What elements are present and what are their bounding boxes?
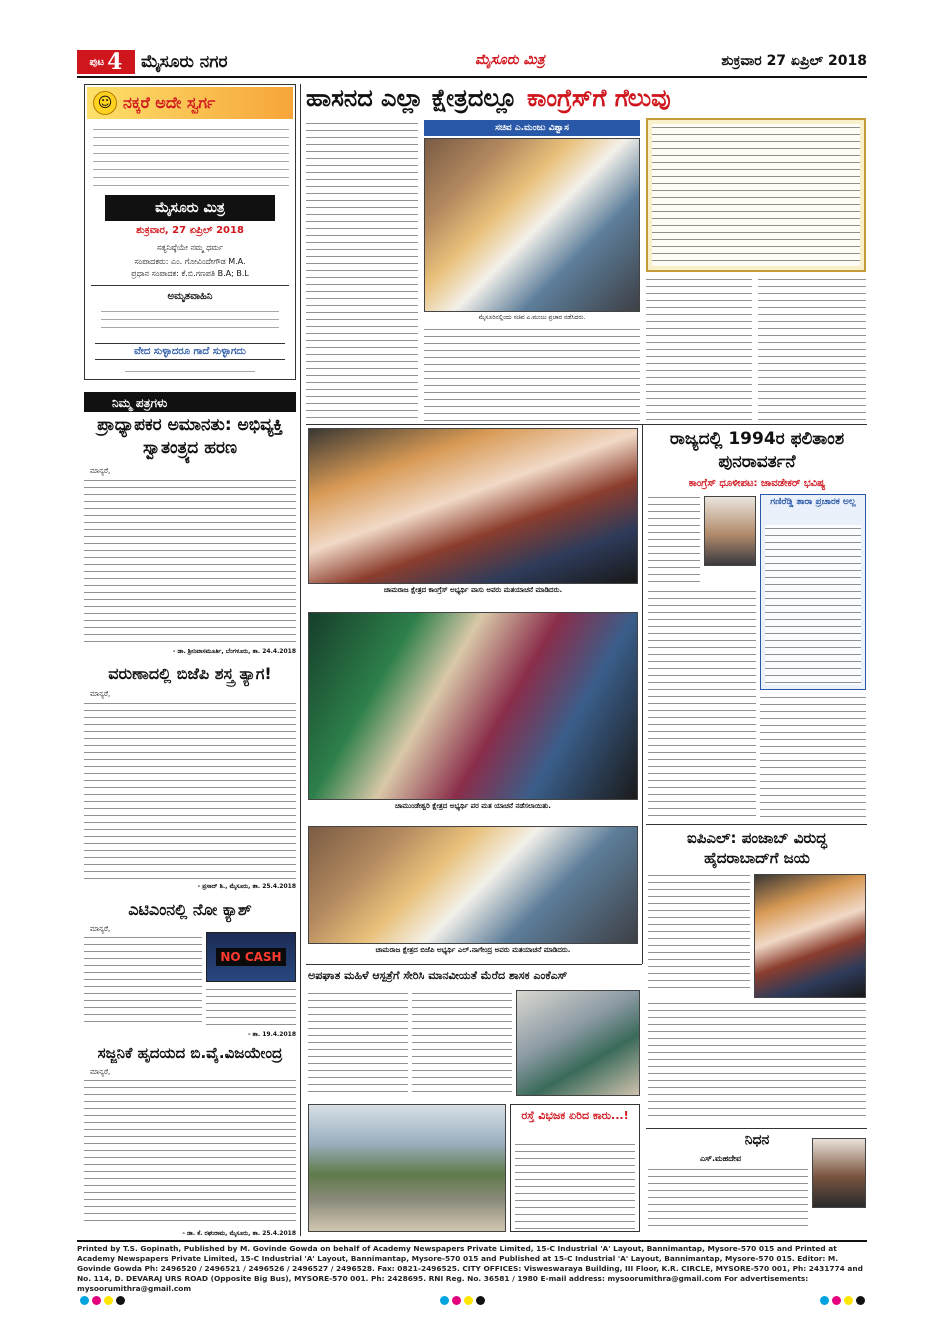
atm-image-label: NO CASH (216, 948, 285, 966)
left-logo: ಮೈಸೂರು ಮಿತ್ರ (105, 195, 275, 221)
quote-divider (91, 285, 289, 286)
obituary-name: ಎಸ್.ಮಹದೇವ (700, 1154, 742, 1163)
story-column-3 (646, 276, 752, 422)
letters-title: ನಿಮ್ಮ ಪತ್ರಗಳು (112, 396, 168, 410)
section-name: ಮೈಸೂರು ನಗರ (141, 52, 228, 72)
story-1994-text-c (760, 694, 866, 820)
news-photo-1 (424, 138, 640, 312)
bottom-story-headline: ಅಪಘಾತ ಮಹಿಳೆ ಆಸ್ಪತ್ರೆಗೆ ಸೇರಿಸಿ ಮಾನವೀಯತೆ ಮೆರೆದ ಶಾಸಕ ಎಂಕೆಎಸ್ (308, 969, 568, 982)
quote-foot: ವೇದ ಸುಳ್ಳಾದರೂ ಗಾದೆ ಸುಳ್ಳಾಗದು (95, 343, 285, 360)
reddy-box (760, 494, 866, 690)
letter-4-body (84, 1077, 296, 1227)
letter-1-headline: ಪ್ರಾಧ್ಯಾಪಕರ ಅಮಾನತು: ಅಭಿವ್ಯಕ್ತಿ ಸ್ವಾತಂತ್ರ್ಯದ ಹರಣ (97, 415, 283, 458)
masthead (77, 50, 867, 76)
reddy-box-title: ಗಣಿರೆಡ್ಡಿ ತಾರಾ ಪ್ರಚಾರಕ ಅಲ್ಲ (770, 497, 856, 507)
story-1994-headline: ರಾಜ್ಯದಲ್ಲಿ 1994ರ ಫಲಿತಾಂಶ ಪುನರಾವರ್ತನೆ (669, 429, 845, 472)
left-date: ಶುಕ್ರವಾರ, 27 ಏಪ್ರಿಲ್ 2018 (136, 225, 244, 236)
black-dot (476, 1296, 485, 1305)
letter-4-sign: - ಡಾ. ಕೆ. ರಘುರಾಮ, ಮೈಸೂರು, ತಾ. 25.4.2018 (182, 1230, 296, 1237)
letter-2-body (84, 700, 296, 880)
photo-1-caption: ಮೈಸೂರಿನಲ್ಲಿಂದು ಸಚಿವ ಎ.ಮಂಜು ಪ್ರಚಾರ ನಡೆಸಿದರು. (478, 314, 586, 321)
car-sidebar-box (510, 1104, 640, 1232)
fun-title-bar (87, 87, 293, 119)
ipl-photo (754, 874, 866, 998)
magenta-dot (92, 1296, 101, 1305)
letter-3-body (84, 934, 202, 1028)
atm-image (206, 932, 296, 982)
road-divider-photo (308, 1104, 506, 1232)
story-column-4 (758, 276, 866, 422)
story-under-photo-1 (424, 326, 640, 422)
story-column-1 (306, 120, 418, 422)
letter-3-headline: ಎಟಿಎಂನಲ್ಲಿ ನೋ ಕ್ಯಾಶ್ (128, 900, 252, 919)
obituary-text (648, 1166, 808, 1232)
cream-story-text (652, 124, 860, 266)
editor-line: ಸಂಪಾದಕರು: ಎಂ. ಗೋವಿಂದೇಗೌಡ M.A. (134, 257, 246, 266)
black-dot (116, 1296, 125, 1305)
story-1994-text-a (648, 494, 700, 584)
javadekar-photo (704, 496, 756, 566)
headline-red: ಕಾಂಗ್ರೆಸ್‌ಗೆ ಗೆಲುವು (527, 84, 671, 112)
fun-box (84, 84, 296, 380)
right-divider-3 (646, 1128, 867, 1129)
photo-tag: ಸಚಿವ ಎ.ಮಂಜು ವಿಶ್ವಾಸ (424, 120, 640, 136)
photo-3-caption: ಚಾಮುಂಡೇಶ್ವರಿ ಕ್ಷೇತ್ರದ ಅಭ್ಯರ್ಥಿ ಪರ ಮತ ಯಾಚನೆ ನಡೆಸಲಾಯಿತು. (395, 802, 551, 810)
page-number-badge (77, 50, 135, 74)
ipl-headline: ಐಪಿಎಲ್: ಪಂಜಾಬ್ ವಿರುದ್ಧ ಹೈದರಾಬಾದ್‌ಗೆ ಜಯ (687, 829, 827, 867)
quote-foot-text (125, 367, 255, 375)
news-photo-3 (308, 612, 638, 800)
right-divider-2 (646, 824, 867, 825)
left-column-divider (300, 84, 301, 1236)
page-prefix: ಪುಟ (89, 56, 105, 68)
quote-title: ಅಮೃತವಾಹಿನಿ (167, 291, 213, 302)
letter-2-salutation: ಮಾನ್ಯರೆ, (90, 690, 111, 698)
ipl-text-a (648, 872, 750, 992)
magenta-dot (452, 1296, 461, 1305)
news-photo-4 (308, 826, 638, 944)
smiley-icon: ☺ (93, 91, 117, 115)
joke-text (93, 125, 289, 189)
registration-dots-center (440, 1290, 488, 1309)
bottom-story-text-a (308, 990, 408, 1098)
story-1994-subtitle: ಕಾಂಗ್ರೆಸ್ ಧೂಳೀಪಟ: ಜಾವಡೇಕರ್ ಭವಿಷ್ಯ (688, 478, 826, 489)
black-dot (856, 1296, 865, 1305)
letter-2-headline: ವರುಣಾದಲ್ಲಿ ಬಿಜೆಪಿ ಶಸ್ತ್ರ ತ್ಯಾಗ! (108, 664, 272, 683)
letter-3-salutation: ಮಾನ್ಯರೆ, (90, 925, 111, 933)
manager-line: ಪ್ರಧಾನ ಸಂಪಾದಕ: ಕೆ.ಬಿ.ಗಣಪತಿ B.A; B.L (131, 269, 249, 278)
cyan-dot (820, 1296, 829, 1305)
registration-dots-right (820, 1290, 868, 1309)
ipl-text-b (648, 1000, 866, 1122)
story-1994-text-b (648, 588, 756, 820)
reddy-box-text (765, 525, 861, 685)
letter-3-body-cont (206, 986, 296, 1028)
footer-rule (77, 1240, 867, 1242)
car-sidebar-title: ರಸ್ತೆ ವಿಭಜಕ ಏರಿದ ಕಾರು...! (521, 1109, 629, 1122)
bottom-story-divider (306, 964, 642, 965)
obituary-title: ನಿಧನ (744, 1132, 770, 1148)
yellow-dot (104, 1296, 113, 1305)
masthead-rule (77, 76, 867, 78)
photo-4-caption: ಚಾಮರಾಜ ಕ್ಷೇತ್ರದ ಬಿಜೆಪಿ ಅಭ್ಯರ್ಥಿ ಎಲ್.ನಾಗೇಂದ್ರ ಅವರು ಮತಯಾಚನೆ ಮಾಡಿದರು. (375, 946, 571, 954)
cream-story-box (646, 118, 866, 272)
letter-1-body (84, 477, 296, 645)
car-sidebar-text (515, 1141, 635, 1229)
quote-text (101, 307, 279, 331)
fun-title: ನಕ್ಕರೆ ಅದೇ ಸ್ವರ್ಗ (123, 93, 216, 112)
registration-dots-left (80, 1290, 128, 1309)
motto: ಸತ್ಯನಿಷ್ಠೆಯೇ ನಮ್ಮ ಧರ್ಮ (156, 243, 224, 252)
letter-2-sign: - ಪ್ರಸಾದ್ ಶಿ., ಮೈಸೂರು, ತಾ. 25.4.2018 (197, 883, 296, 890)
paper-logo: ಮೈಸೂರು ಮಿತ್ರ (475, 52, 545, 68)
letter-1-sign: - ಡಾ. ಶ್ರೀನಿವಾಸಮೂರ್ತಿ, ಬೆಂಗಳೂರು, ತಾ. 24.4.2018 (172, 648, 296, 655)
letter-4-salutation: ಮಾನ್ಯರೆ, (90, 1068, 111, 1076)
obituary-photo (812, 1138, 866, 1208)
letter-4-headline: ಸಜ್ಜನಿಕೆ ಹೃದಯದ ಬಿ.ವೈ.ವಿಜಯೇಂದ್ರ (97, 1044, 283, 1062)
yellow-dot (464, 1296, 473, 1305)
letter-1-salutation: ಮಾನ್ಯರೆ, (90, 467, 111, 475)
main-divider-1 (306, 424, 867, 425)
bottom-story-text-b (412, 990, 512, 1098)
photo-2-caption: ಚಾಮರಾಜ ಕ್ಷೇತ್ರದ ಕಾಂಗ್ರೆಸ್ ಅಭ್ಯರ್ಥಿ ವಾಸು ಅವರು ಮತಯಾಚನೆ ಮಾಡಿದರು. (308, 586, 638, 608)
cyan-dot (80, 1296, 89, 1305)
page-number: 4 (107, 49, 123, 75)
news-photo-2 (308, 428, 638, 584)
yellow-dot (844, 1296, 853, 1305)
issue-date: ಶುಕ್ರವಾರ 27 ಏಪ್ರಿಲ್ 2018 (721, 53, 867, 69)
main-headline (306, 80, 867, 116)
cyan-dot (440, 1296, 449, 1305)
letters-section-title (84, 392, 296, 412)
hospital-photo (516, 990, 640, 1096)
letter-3-sign: - ತಾ. 19.4.2018 (247, 1031, 296, 1038)
footer-imprint: Printed by T.S. Gopinath, Published by M. Govinde Gowda on behalf of Academy Newspapers Private Limited, 15-C Industrial 'A' Layout, Bannimantap, Mysore-570 015 and Printed at Academy Newspapers Private Limited, 15-C Industrial 'A' Layout, Bannimantap, Mysore-570 015 and Published at 15-C Industrial 'A' Layout, Bannimantap, Mysore-570 015. Editor: M. Govinde Gowda Ph: 2496520 / 2496521 / 2496526 / 2496527 / 2496528. Fax: 0821-2496525. CITY OFFICES: Visweswaraya Building, III Floor, K.R. CIRCLE, MYSORE-570 001, Ph: 2431774 and No. 114, D. DEVARAJ URS ROAD (Opposite Big Bus), MYSORE-570 001. Ph: 2428695. RNI Reg. No. 36581 / 1980 E-mail address: mysoorumithra@gmail.com For advertisements: mysoorumithra@gmail.com (77, 1244, 863, 1293)
right-column-divider (642, 424, 643, 964)
headline-black: ಹಾಸನದ ಎಲ್ಲಾ ಕ್ಷೇತ್ರದಲ್ಲೂ (306, 84, 518, 112)
magenta-dot (832, 1296, 841, 1305)
